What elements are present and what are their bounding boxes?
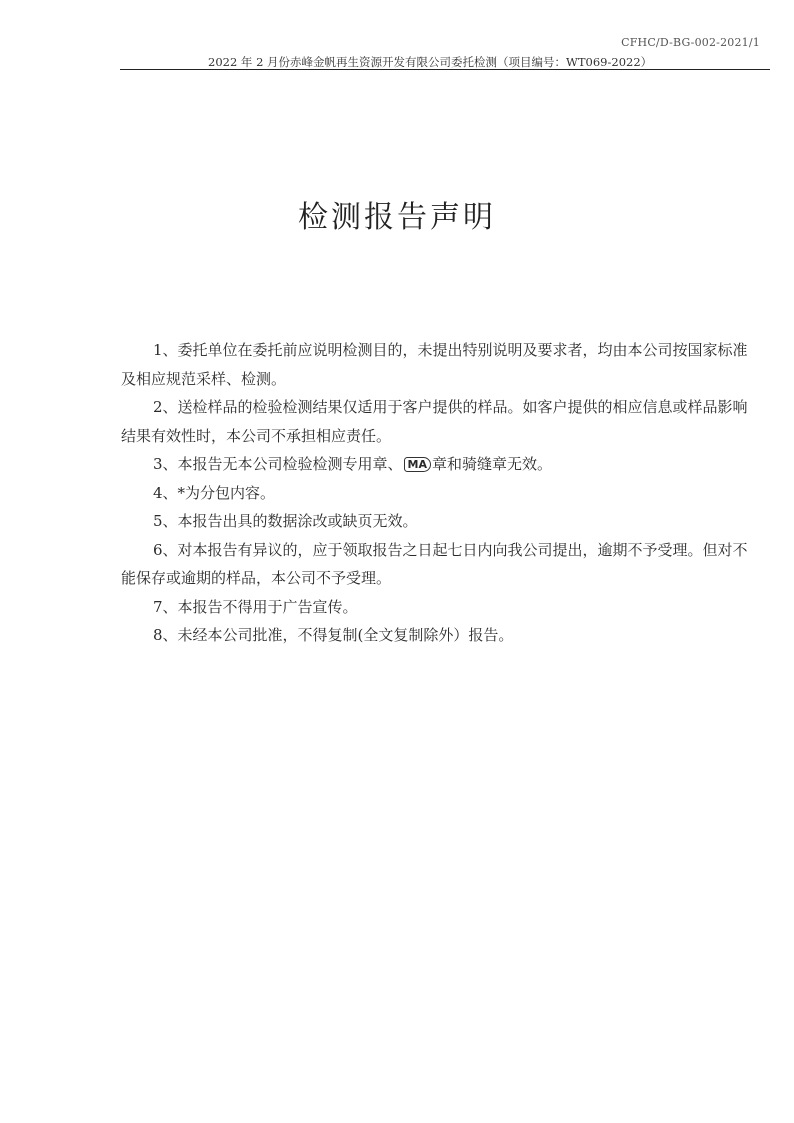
statement-text-after: 章和骑缝章无效。: [432, 455, 553, 473]
document-code: CFHC/D-BG-002-2021/1: [621, 36, 760, 49]
statement-item: 8、未经本公司批准，不得复制(全文复制除外）报告。: [153, 626, 514, 644]
statement-list: [121, 336, 751, 650]
header-rule: [120, 69, 770, 70]
statement-item: [121, 450, 751, 479]
statement-item: 4、*为分包内容。: [153, 483, 276, 502]
cma-seal-mark: MA: [404, 457, 431, 472]
statement-item: 1、委托单位在委托前应说明检测目的，未提出特别说明及要求者，均由本公司按国家标准及相应规范采样、检测。: [121, 341, 748, 388]
running-header-text: 2022 年 2 月份赤峰金帆再生资源开发有限公司委托检测（项目编号：WT069-2022）: [208, 55, 653, 69]
statement-item: 7、本报告不得用于广告宣传。: [153, 597, 358, 616]
statement-item: 5、本报告出具的数据涂改或缺页无效。: [153, 512, 418, 530]
statement-text-before: 3、本报告无本公司检验检测专用章、: [153, 455, 403, 473]
statement-item: 6、对本报告有异议的，应于领取报告之日起七日内向我公司提出，逾期不予受理。但对不能保存或逾期的样品，本公司不予受理。: [121, 540, 748, 587]
page-title: 检测报告声明: [298, 200, 496, 235]
statement-item: 2、送检样品的检验检测结果仅适用于客户提供的样品。如客户提供的相应信息或样品影响结果有效性时，本公司不承担相应责任。: [121, 398, 748, 445]
